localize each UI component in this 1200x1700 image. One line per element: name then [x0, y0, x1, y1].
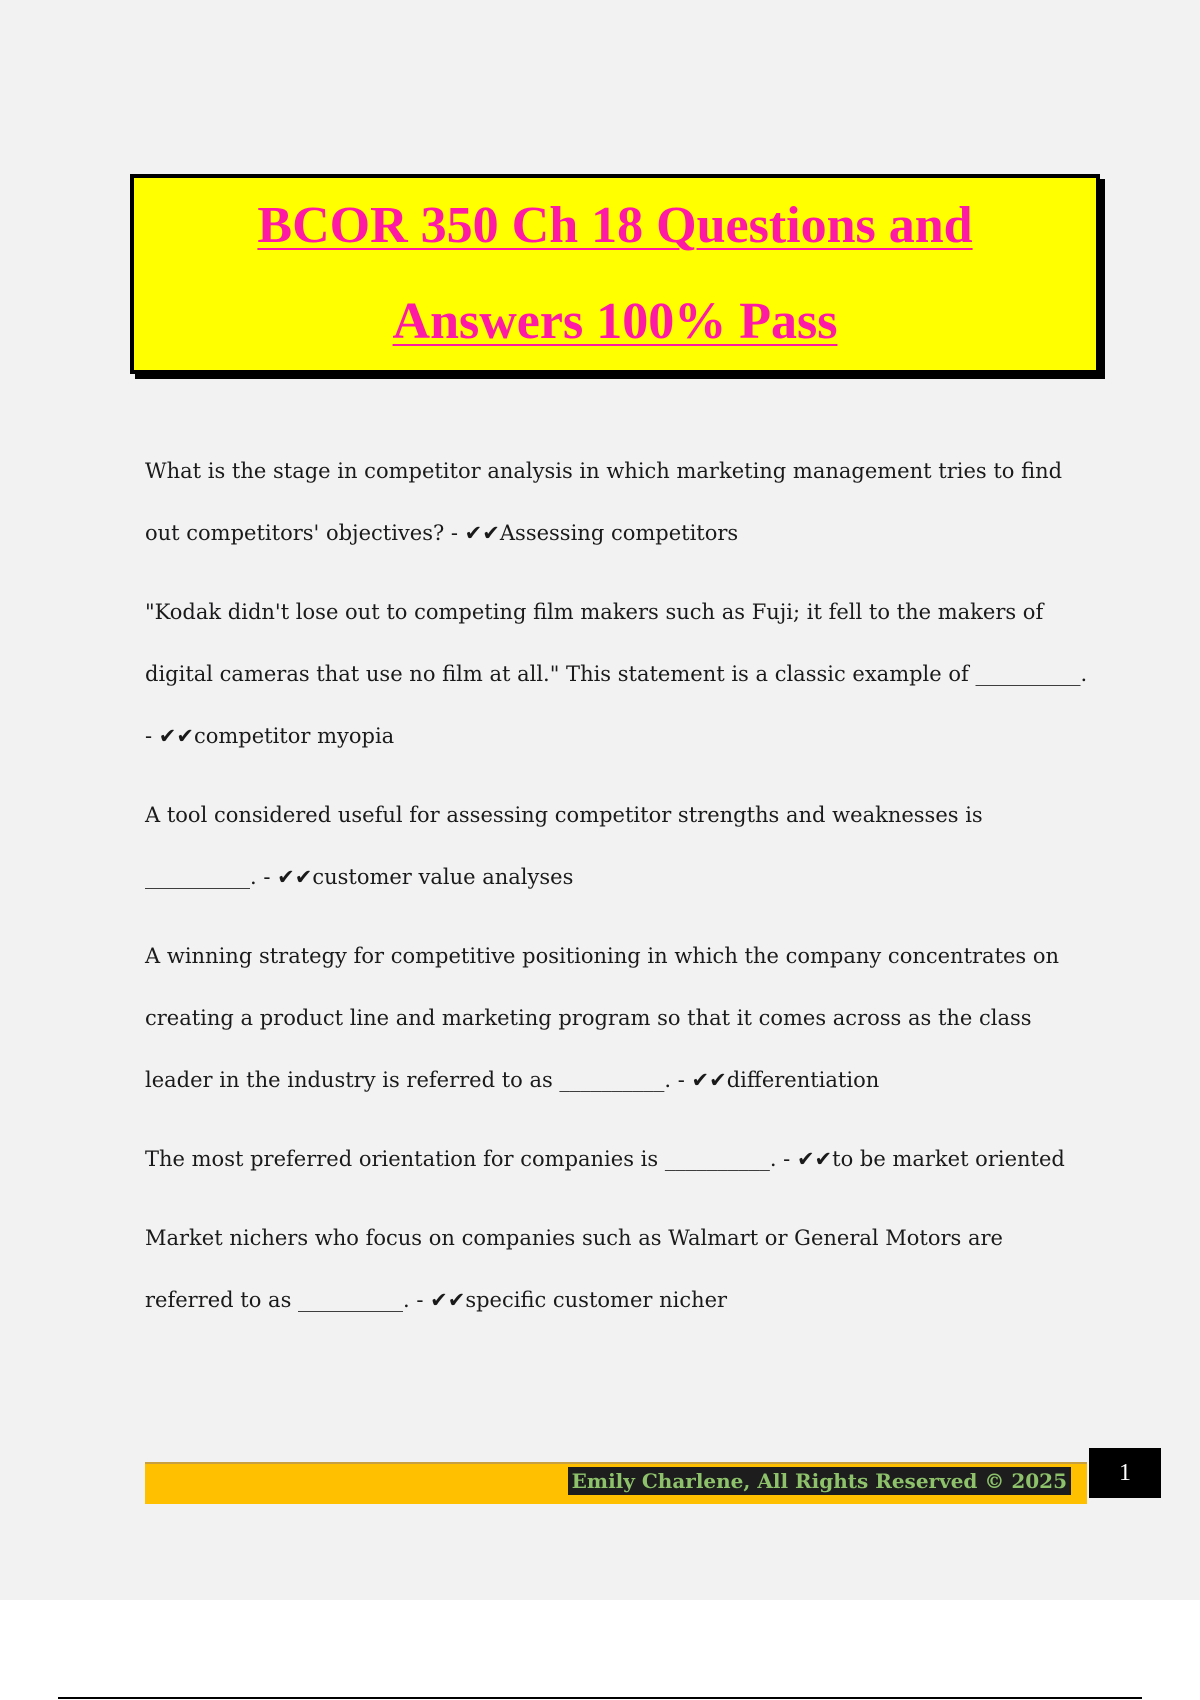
title-line-1: BCOR 350 Ch 18 Questions and [257, 197, 973, 254]
qa-item: The most preferred orientation for companies is __________. - ✔✔to be market oriented [145, 1147, 1065, 1171]
qa-list [145, 440, 1095, 1348]
title-banner [130, 174, 1100, 374]
qa-item: Market nichers who focus on companies such as Walmart or General Motors are referred to as __________. - ✔✔specific customer nicher [145, 1226, 1003, 1312]
page-number: 1 [1089, 1448, 1161, 1498]
qa-item: A tool considered useful for assessing competitor strengths and weaknesses is __________. - ✔✔customer value analyses [145, 803, 983, 889]
footer-bar [145, 1462, 1087, 1504]
bottom-divider [58, 1697, 1142, 1699]
qa-item: A winning strategy for competitive positioning in which the company concentrates on creating a product line and marketing program so that it comes across as the class leader in the industry is referred to as __________. - ✔✔differentiation [145, 944, 1060, 1092]
title-line-2: Answers 100% Pass [392, 293, 838, 350]
qa-item: What is the stage in competitor analysis in which marketing management tries to find out competitors' objectives? - ✔✔Assessing competitors [145, 459, 1063, 545]
qa-item: "Kodak didn't lose out to competing film makers such as Fuji; it fell to the makers of digital cameras that use no film at all." This statement is a classic example of __________. - ✔✔competitor myopia [145, 600, 1088, 748]
copyright-text: Emily Charlene, All Rights Reserved © 2025 [568, 1467, 1071, 1495]
